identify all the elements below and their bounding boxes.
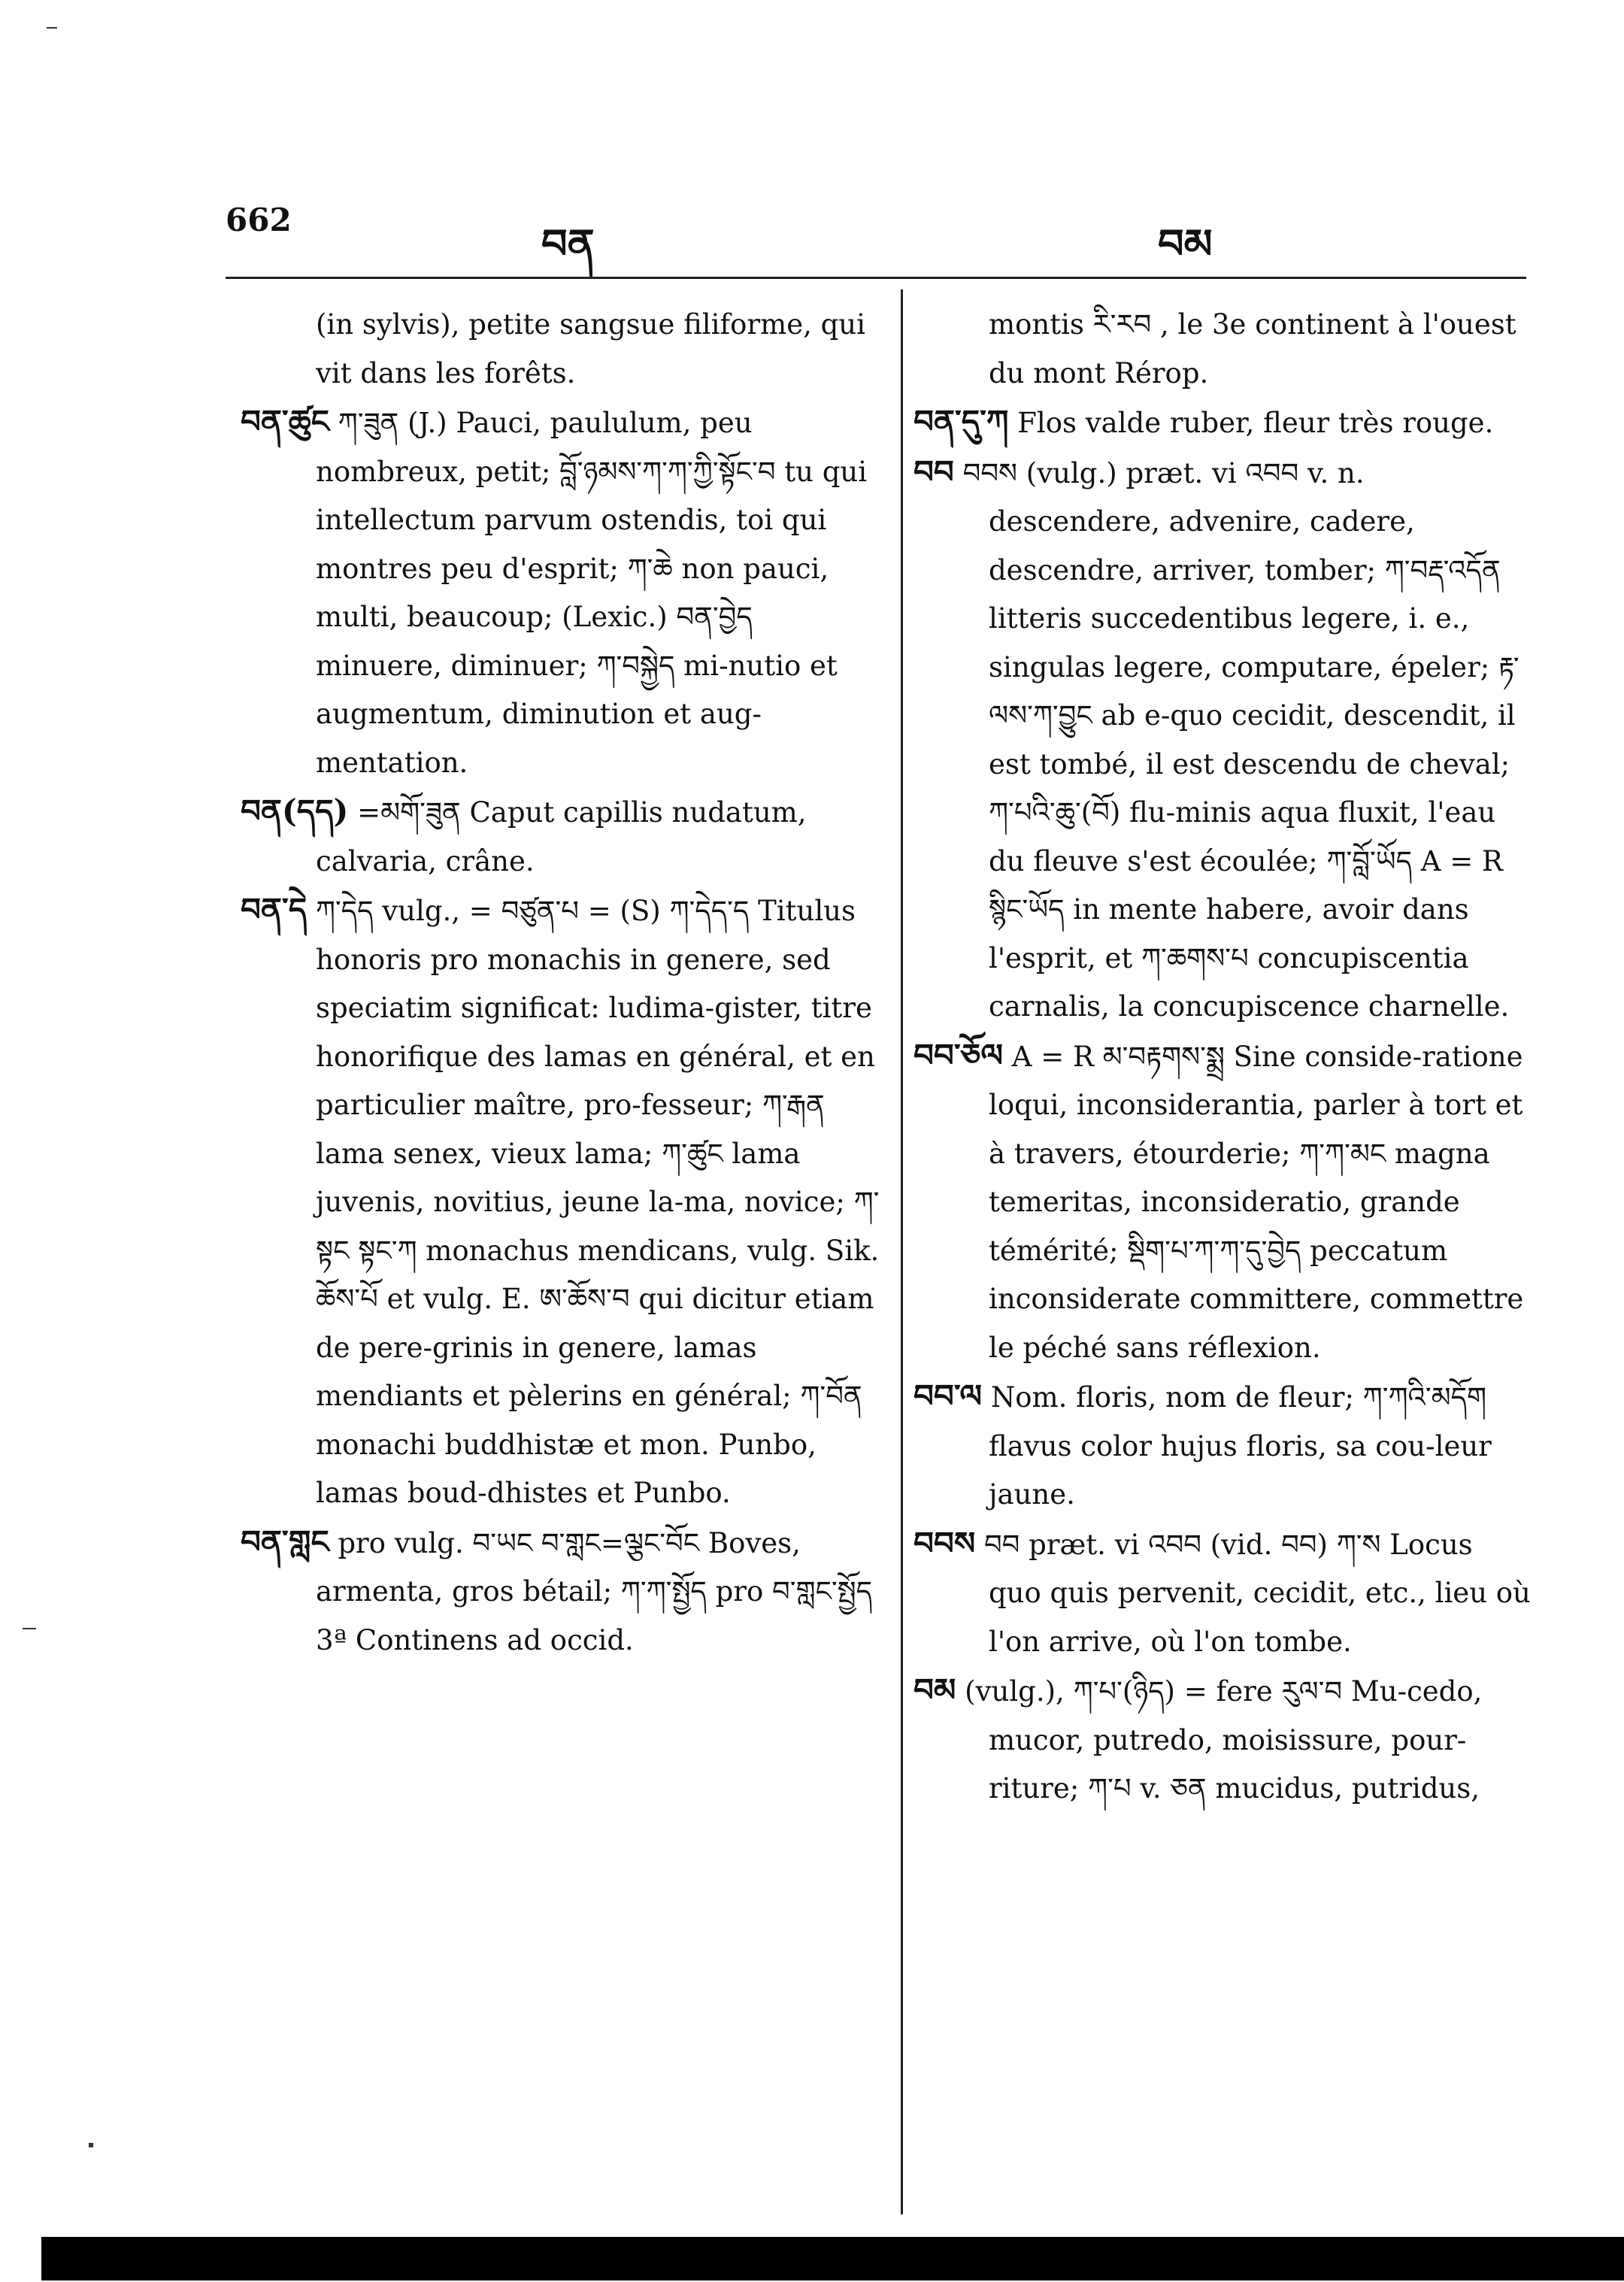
entry-headword: བན་དེ [241, 891, 308, 928]
dictionary-entry [241, 398, 880, 787]
entry-headword: བབས [914, 1524, 976, 1562]
page-number: 662 [226, 202, 292, 238]
dictionary-entry [914, 1032, 1534, 1373]
dictionary-entry [914, 1666, 1534, 1814]
entry-headword: བན་དུ་ཀ [914, 403, 1009, 440]
dictionary-entry [914, 448, 1534, 1032]
left-column [241, 301, 880, 1665]
entry-text: pro vulg. བ་ཡང བ་གླང=ལྕང་བོང Boves, armenta, gros bétail; ཀ་ཀ་སྤྱོད pro བ་གླང་སྤྱོད 3ª Continens ad occid. [316, 1526, 873, 1656]
entry-text: (vulg.), ཀ་པ་(ཉིད) = fere རུལ་བ Mu-cedo, mucor, putredo, moisissure, pour-riture; ཀ་པ v. ཅན mucidus, putridus, [965, 1675, 1483, 1805]
scan-border-bar [41, 2237, 1624, 2280]
entry-text: བབས (vulg.) præt. vi འབབ v. n. descendere, advenire, cadere, descendre, arriver, tomber; ཀ་བརྡ་འདོན litteris succedentibus legere, i. e., singulas legere, computare, épeler; རྟ་ལས་ཀ་བྱུང ab e-quo cecidit, descendit, il est tombé, il est descendu de cheval; ཀ་པའི་ཆུ་(བོ) flu-minis aqua fluxit, l'eau du fleuve s'est écoulée; ཀ་བློ་ཡོད A = R སྙིང་ཡོད in mente habere, avoir dans l'esprit, et ཀ་ཆགས་པ concupiscentia carnalis, la concupiscence charnelle. [962, 456, 1519, 1023]
entry-text: A = R མ་བརྟགས་སྨྲ Sine conside-ratione loqui, inconsiderantia, parler à tort et à travers, étourderie; ཀ་ཀ་མང magna temeritas, inconsideratio, grande témérité; སྡིག་པ་ཀ་ཀ་དུ་བྱེད peccatum inconsiderate committere, commettre le péché sans réflexion. [989, 1040, 1524, 1364]
right-column [914, 301, 1534, 1814]
running-head-right: བམ [1158, 220, 1213, 268]
page-header [226, 202, 1549, 268]
entry-headword: བན་གླང [241, 1523, 329, 1560]
entry-headword: བབ [914, 453, 954, 490]
scan-speck [47, 27, 57, 29]
entry-text: ཀ་ཟུན (J.) Pauci, paululum, peu nombreux, petit; བློ་ཉམས་ཀ་ཀ་ཀྱི་སྟོང་བ tu qui intellectum parvum ostendis, toi qui montres peu d'esprit; ཀ་ཆེ non pauci, multi, beaucoup; (Lexic.) བན་བྱེད minuere, diminuer; ཀ་བསྐྱེད mi-nutio et augmentum, diminution et aug-mentation. [316, 407, 868, 779]
column-divider [901, 289, 903, 2214]
entry-headword: བམ [914, 1671, 956, 1708]
dictionary-entry [914, 1372, 1534, 1520]
entry-headword: བབ་ཅོལ [914, 1036, 1004, 1074]
entry-text: Flos valde ruber, fleur très rouge. [1017, 407, 1494, 439]
entry-headword: བབ་ལ [914, 1377, 983, 1414]
scan-speck [23, 1628, 36, 1629]
entry-text: ཀ་དེད vulg., = བཙུན་པ = (S) ཀ་དེད་ད Titulus honoris pro monachis in genere, sed speciatim significat: ludima-gister, titre honorifique des lamas en général, et en particulier maître, pro-fesseur; ཀ་རྒན lama senex, vieux lama; ཀ་ཚུང lama juvenis, novitius, jeune la-ma, novice; ཀ་སྟང སྟང་ཀ monachus mendicans, vulg. Sik. ཆོས་པོ et vulg. E. ཨ་ཆོས་བ qui dicitur etiam de pere-grinis in genere, lamas mendiants et pèlerins en général; ཀ་བོན monachi buddhistæ et mon. Punbo, lamas boud-dhistes et Punbo. [315, 895, 880, 1509]
entry-continuation [914, 301, 1534, 398]
entry-text: montis རི་རབ , le 3e continent à l'ouest du mont Rérop. [989, 308, 1516, 389]
entry-text: Nom. floris, nom de fleur; ཀ་ཀའི་མདོག flavus color hujus floris, sa cou-leur jaune. [989, 1381, 1492, 1511]
dictionary-entry [914, 1520, 1534, 1667]
entry-continuation [241, 301, 880, 398]
header-rule [226, 277, 1526, 279]
scan-speck [89, 2143, 93, 2147]
dictionary-entry [241, 787, 880, 886]
running-head-left: བན [541, 220, 595, 268]
entry-headword: བན(དད) [241, 792, 349, 829]
entry-text: (in sylvis), petite sangsue filiforme, qui vit dans les forêts. [316, 308, 865, 389]
entry-text: =མགོ་ཟུན Caput capillis nudatum, calvaria, crâne. [316, 796, 807, 877]
entry-text: བབ præt. vi འབབ (vid. བབ) ཀ་ས Locus quo quis pervenit, cecidit, etc., lieu où l'on arrive, où l'on tombe. [983, 1528, 1531, 1658]
dictionary-entry [241, 1518, 880, 1665]
dictionary-entry [914, 398, 1534, 448]
dictionary-entry [241, 886, 880, 1518]
entry-headword: བན་ཚུང [241, 403, 329, 440]
